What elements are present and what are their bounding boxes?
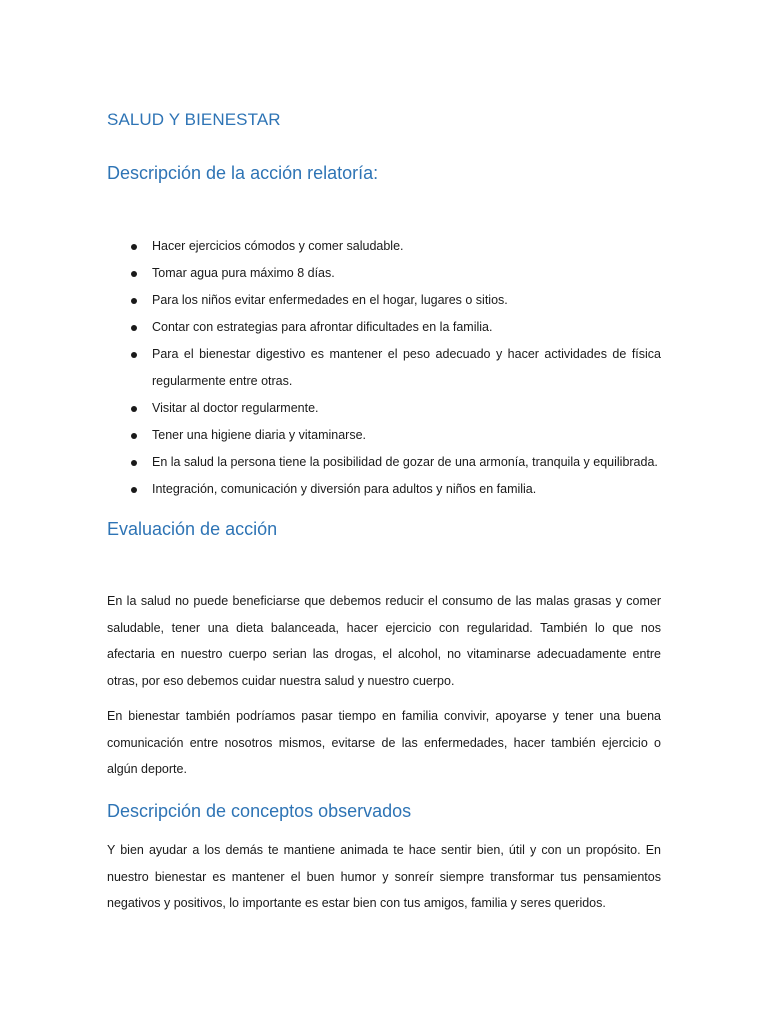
list-item (107, 449, 661, 476)
list-item-text: Tener una higiene diaria y vitaminarse. (152, 428, 367, 442)
section-heading-descripcion-accion: Descripción de la acción relatoría: (107, 163, 379, 183)
list-item (107, 314, 661, 341)
bullet-icon (131, 406, 137, 412)
list-item-text: Hacer ejercicios cómodos y comer saludable. (152, 239, 404, 253)
bullet-icon (131, 244, 137, 250)
bullet-icon (131, 433, 137, 439)
section-heading-evaluacion: Evaluación de acción (107, 519, 278, 539)
list-item (107, 395, 661, 422)
list-item-text: Para los niños evitar enfermedades en el hogar, lugares o sitios. (152, 293, 508, 307)
bullet-list (107, 233, 661, 503)
section-heading-conceptos: Descripción de conceptos observados (107, 801, 412, 821)
list-item-text: Para el bienestar digestivo es mantener el peso adecuado y hacer actividades de física regularmente entre otras. (152, 347, 661, 388)
list-item (107, 341, 661, 395)
bullet-icon (131, 487, 137, 493)
list-item-text: Contar con estrategias para afrontar dificultades en la familia. (152, 320, 493, 334)
bullet-icon (131, 460, 137, 466)
list-item (107, 287, 661, 314)
bullet-icon (131, 325, 137, 331)
list-item-text: Tomar agua pura máximo 8 días. (152, 266, 335, 280)
list-item (107, 233, 661, 260)
bullet-icon (131, 298, 137, 304)
list-item (107, 476, 661, 503)
list-item-text: En la salud la persona tiene la posibilidad de gozar de una armonía, tranquila y equilibrada. (152, 455, 658, 469)
list-item-text: Visitar al doctor regularmente. (152, 401, 319, 415)
list-item-text: Integración, comunicación y diversión para adultos y niños en familia. (152, 482, 537, 496)
paragraph-conceptos: Y bien ayudar a los demás te mantiene animada te hace sentir bien, útil y con un propósito. En nuestro bienestar es mantener el buen humor y sonreír siempre transformar tus pensamientos negativos y positivos, lo importante es estar bien con tus amigos, familia y seres queridos. (107, 843, 661, 910)
list-item (107, 260, 661, 287)
document-title: SALUD Y BIENESTAR (107, 110, 281, 129)
list-item (107, 422, 661, 449)
paragraph-evaluacion-bienestar: En bienestar también podríamos pasar tiempo en familia convivir, apoyarse y tener una buena comunicación entre nosotros mismos, evitarse de las enfermedades, hacer también ejercicio o algún deporte. (107, 709, 661, 776)
bullet-icon (131, 271, 137, 277)
bullet-icon (131, 352, 137, 358)
paragraph-evaluacion-salud: En la salud no puede beneficiarse que debemos reducir el consumo de las malas grasas y comer saludable, tener una dieta balanceada, hacer ejercicio con regularidad. También lo que nos afectaria en nuestro cuerpo serian las drogas, el alcohol, no vitaminarse adecuadamente entre otras, por eso debemos cuidar nuestra salud y nuestro cuerpo. (107, 594, 661, 688)
